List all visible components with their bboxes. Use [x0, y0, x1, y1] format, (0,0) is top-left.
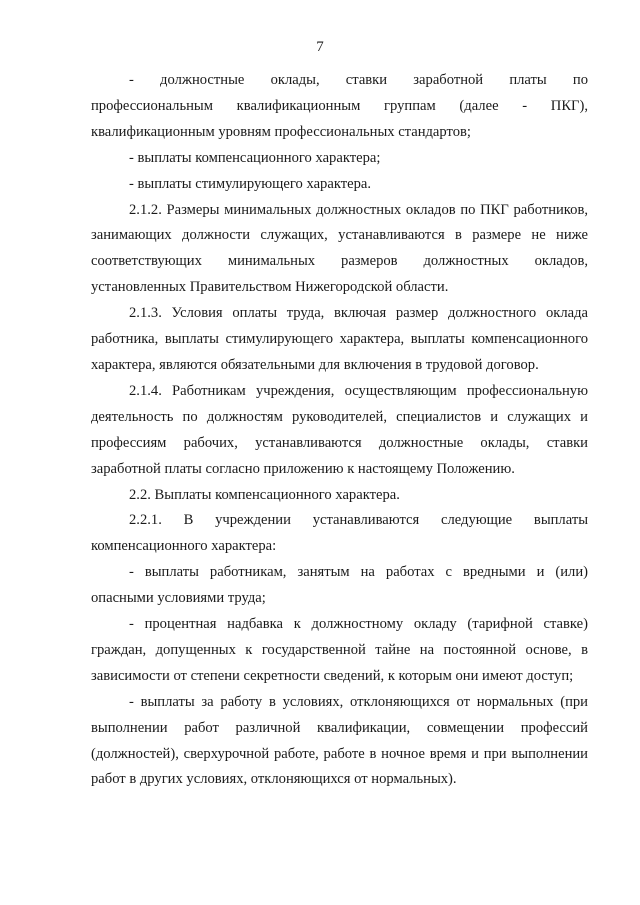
document-body — [91, 68, 592, 793]
paragraph-state-secret-allowance-item: - процентная надбавка к должностному окладу (тарифной ставке) граждан, допущенных к государственной тайне на постоянной основе, в зависимости от степени секретности сведений, к которым они имеют доступ; — [91, 616, 592, 684]
paragraph-2-2-heading: 2.2. Выплаты компенсационного характера. — [129, 486, 400, 503]
paragraph-hazardous-conditions-item: - выплаты работникам, занятым на работах с вредными и (или) опасными условиями труда; — [91, 564, 592, 607]
paragraph-2-1-3: 2.1.3. Условия оплаты труда, включая размер должностного оклада работника, выплаты стимулирующего характера, выплаты компенсационного характера, являются обязательными для включения в трудовой договор. — [91, 305, 592, 373]
page-number: 7 — [316, 39, 324, 55]
paragraph-compensation-payments-item: - выплаты компенсационного характера; — [129, 149, 381, 166]
paragraph-incentive-payments-item: - выплаты стимулирующего характера. — [129, 175, 371, 192]
paragraph-salary-components: - должностные оклады, ставки заработной платы по профессиональным квалификационным группам (далее - ПКГ), квалификационным уровням профессиональных стандартов; — [91, 72, 592, 140]
paragraph-abnormal-conditions-item: - выплаты за работу в условиях, отклоняющихся от нормальных (при выполнении работ различной квалификации, совмещении профессий (должностей), сверхурочной работе, работе в ночное время и при выполнении работ в других условиях, отклоняющихся от нормальных). — [91, 693, 592, 788]
paragraph-2-1-2: 2.1.2. Размеры минимальных должностных окладов по ПКГ работников, занимающих должности служащих, устанавливаются в размере не ниже соответствующих минимальных размеров должностных окладов, установленных Правительством Нижегородской области. — [91, 201, 592, 296]
paragraph-2-1-4: 2.1.4. Работникам учреждения, осуществляющим профессиональную деятельность по должностям руководителей, специалистов и служащих и профессиям рабочих, устанавливаются должностные оклады, ставки заработной платы согласно приложению к настоящему Положению. — [91, 382, 592, 477]
paragraph-2-2-1: 2.2.1. В учреждении устанавливаются следующие выплаты компенсационного характера: — [91, 512, 592, 555]
